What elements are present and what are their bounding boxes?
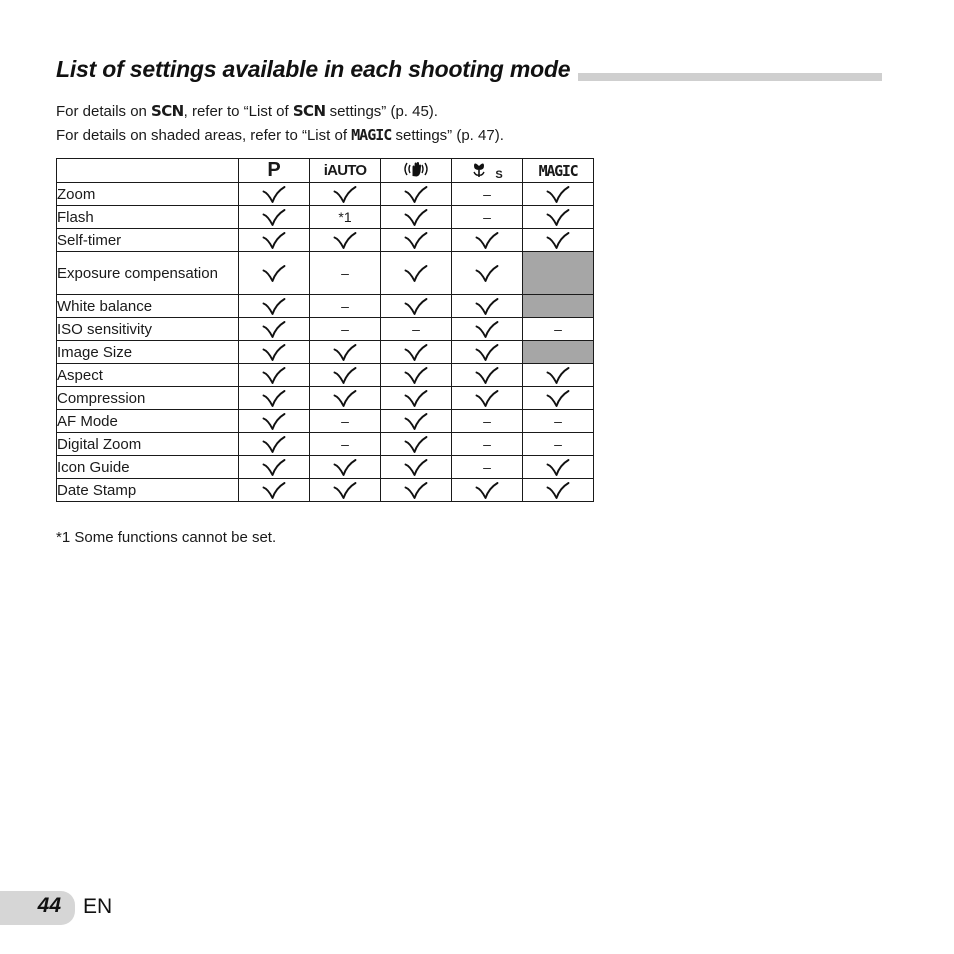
check-icon	[262, 231, 286, 250]
table-header-row	[57, 159, 594, 183]
row-label: Flash	[57, 206, 239, 229]
row-label: Digital Zoom	[57, 433, 239, 456]
header-stabilization	[381, 159, 452, 183]
available-cell	[239, 364, 310, 387]
available-cell	[381, 183, 452, 206]
check-icon	[404, 343, 428, 362]
check-icon	[404, 481, 428, 500]
check-icon	[404, 208, 428, 227]
unavailable-cell	[523, 410, 594, 433]
available-cell	[310, 456, 381, 479]
page-number: 44	[37, 894, 61, 917]
table-row	[57, 206, 594, 229]
check-icon	[262, 297, 286, 316]
available-cell	[381, 410, 452, 433]
check-icon	[333, 185, 357, 204]
header-super-macro	[452, 159, 523, 183]
available-cell	[381, 456, 452, 479]
unavailable-cell	[310, 433, 381, 456]
available-cell	[452, 252, 523, 295]
super-macro-icon	[471, 160, 495, 178]
check-icon	[546, 231, 570, 250]
available-cell	[239, 456, 310, 479]
check-icon	[475, 320, 499, 339]
check-icon	[475, 231, 499, 250]
check-icon	[404, 435, 428, 454]
iauto-mode-icon: iAUTO	[323, 162, 367, 179]
available-cell	[452, 295, 523, 318]
intro-text: , refer to “List of	[183, 103, 293, 120]
check-icon	[333, 231, 357, 250]
intro-text: For details on shaded areas, refer to “List of	[56, 127, 352, 144]
unavailable-cell	[452, 433, 523, 456]
page-title: List of settings available in each shooting mode	[56, 55, 578, 83]
dash-mark: –	[483, 435, 491, 452]
check-icon	[404, 264, 428, 283]
check-icon	[262, 389, 286, 408]
check-icon	[262, 343, 286, 362]
intro-text: settings” (p. 45).	[325, 103, 438, 120]
dash-mark: –	[412, 320, 420, 337]
check-icon	[262, 208, 286, 227]
check-icon	[262, 435, 286, 454]
unavailable-cell	[381, 318, 452, 341]
row-label: Icon Guide	[57, 456, 239, 479]
dash-mark: –	[341, 320, 349, 337]
shaded-cell	[523, 295, 594, 318]
unavailable-cell	[452, 410, 523, 433]
header-blank-cell	[57, 159, 239, 183]
dash-mark: –	[341, 297, 349, 314]
available-cell	[239, 206, 310, 229]
available-cell	[239, 410, 310, 433]
check-icon	[333, 366, 357, 385]
footnote-ref-cell	[310, 206, 381, 229]
unavailable-cell	[452, 456, 523, 479]
available-cell	[310, 341, 381, 364]
check-icon	[475, 389, 499, 408]
available-cell	[310, 183, 381, 206]
check-icon	[333, 343, 357, 362]
unavailable-cell	[310, 318, 381, 341]
available-cell	[381, 229, 452, 252]
row-label: AF Mode	[57, 410, 239, 433]
table-row	[57, 183, 594, 206]
unavailable-cell	[310, 252, 381, 295]
available-cell	[310, 387, 381, 410]
check-icon	[475, 481, 499, 500]
available-cell	[523, 229, 594, 252]
available-cell	[523, 456, 594, 479]
available-cell	[239, 183, 310, 206]
header-magic	[523, 159, 594, 183]
unavailable-cell	[452, 183, 523, 206]
check-icon	[262, 264, 286, 283]
available-cell	[381, 433, 452, 456]
footnote: *1 Some functions cannot be set.	[56, 529, 277, 546]
available-cell	[239, 387, 310, 410]
row-label: ISO sensitivity	[57, 318, 239, 341]
check-icon	[546, 185, 570, 204]
dash-mark: –	[483, 412, 491, 429]
check-icon	[404, 297, 428, 316]
check-icon	[475, 264, 499, 283]
table-row	[57, 229, 594, 252]
intro-line-2	[56, 125, 504, 146]
available-cell	[452, 479, 523, 502]
available-cell	[310, 364, 381, 387]
check-icon	[404, 185, 428, 204]
table-row	[57, 318, 594, 341]
available-cell	[381, 206, 452, 229]
table-row	[57, 295, 594, 318]
dash-mark: –	[483, 185, 491, 202]
shaded-cell	[523, 252, 594, 295]
program-mode-icon: P	[267, 159, 281, 181]
check-icon	[475, 366, 499, 385]
hand-stabilization-icon	[402, 160, 430, 178]
dash-mark: –	[341, 412, 349, 429]
intro-text: For details on	[56, 103, 152, 120]
check-icon	[262, 412, 286, 431]
available-cell	[523, 364, 594, 387]
header-iauto	[310, 159, 381, 183]
scn-mode-icon: SCN	[292, 102, 326, 120]
check-icon	[262, 458, 286, 477]
available-cell	[239, 229, 310, 252]
unavailable-cell	[310, 410, 381, 433]
title-bar	[56, 55, 882, 83]
available-cell	[452, 364, 523, 387]
check-icon	[333, 481, 357, 500]
table-row	[57, 456, 594, 479]
page-language: EN	[83, 895, 113, 918]
intro-text: settings” (p. 47).	[391, 127, 504, 144]
shaded-cell	[523, 341, 594, 364]
available-cell	[381, 387, 452, 410]
row-label: Compression	[57, 387, 239, 410]
unavailable-cell	[523, 433, 594, 456]
available-cell	[523, 206, 594, 229]
check-icon	[404, 231, 428, 250]
magic-mode-icon: MAGIC	[538, 161, 578, 180]
available-cell	[523, 479, 594, 502]
available-cell	[239, 479, 310, 502]
row-label: Date Stamp	[57, 479, 239, 502]
check-icon	[404, 366, 428, 385]
table-row	[57, 364, 594, 387]
check-icon	[546, 481, 570, 500]
check-icon	[546, 458, 570, 477]
dash-mark: –	[483, 208, 491, 225]
check-icon	[333, 458, 357, 477]
table-row	[57, 341, 594, 364]
available-cell	[239, 433, 310, 456]
row-label: Image Size	[57, 341, 239, 364]
table-row	[57, 252, 594, 295]
dash-mark: –	[341, 435, 349, 452]
unavailable-cell	[523, 318, 594, 341]
scn-mode-icon: SCN	[151, 102, 184, 120]
available-cell	[452, 229, 523, 252]
available-cell	[310, 479, 381, 502]
check-icon	[475, 297, 499, 316]
footnote-ref: *1	[338, 208, 352, 225]
table-row	[57, 387, 594, 410]
row-label: Self-timer	[57, 229, 239, 252]
check-icon	[404, 389, 428, 408]
check-icon	[262, 481, 286, 500]
available-cell	[381, 295, 452, 318]
header-p	[239, 159, 310, 183]
dash-mark: –	[554, 412, 562, 429]
table-row	[57, 410, 594, 433]
dash-mark: –	[554, 435, 562, 452]
available-cell	[239, 318, 310, 341]
check-icon	[546, 366, 570, 385]
page-number-badge	[0, 891, 75, 925]
table-row	[57, 479, 594, 502]
intro-line-1	[56, 101, 438, 122]
available-cell	[452, 341, 523, 364]
check-icon	[475, 343, 499, 362]
row-label: Zoom	[57, 183, 239, 206]
check-icon	[333, 389, 357, 408]
available-cell	[239, 252, 310, 295]
available-cell	[523, 183, 594, 206]
unavailable-cell	[310, 295, 381, 318]
super-macro-label: S	[495, 168, 503, 181]
dash-mark: –	[554, 320, 562, 337]
unavailable-cell	[452, 206, 523, 229]
available-cell	[452, 318, 523, 341]
available-cell	[381, 479, 452, 502]
available-cell	[239, 295, 310, 318]
check-icon	[546, 389, 570, 408]
row-label: Exposure compensation	[57, 252, 239, 295]
check-icon	[404, 458, 428, 477]
settings-table	[56, 158, 594, 502]
dash-mark: –	[341, 264, 349, 281]
available-cell	[381, 364, 452, 387]
check-icon	[404, 412, 428, 431]
available-cell	[452, 387, 523, 410]
dash-mark: –	[483, 458, 491, 475]
available-cell	[310, 229, 381, 252]
row-label: Aspect	[57, 364, 239, 387]
check-icon	[262, 185, 286, 204]
check-icon	[262, 320, 286, 339]
check-icon	[262, 366, 286, 385]
magic-mode-icon: MAGIC	[351, 126, 392, 144]
row-label: White balance	[57, 295, 239, 318]
available-cell	[381, 341, 452, 364]
table-row	[57, 433, 594, 456]
check-icon	[546, 208, 570, 227]
available-cell	[239, 341, 310, 364]
available-cell	[381, 252, 452, 295]
available-cell	[523, 387, 594, 410]
